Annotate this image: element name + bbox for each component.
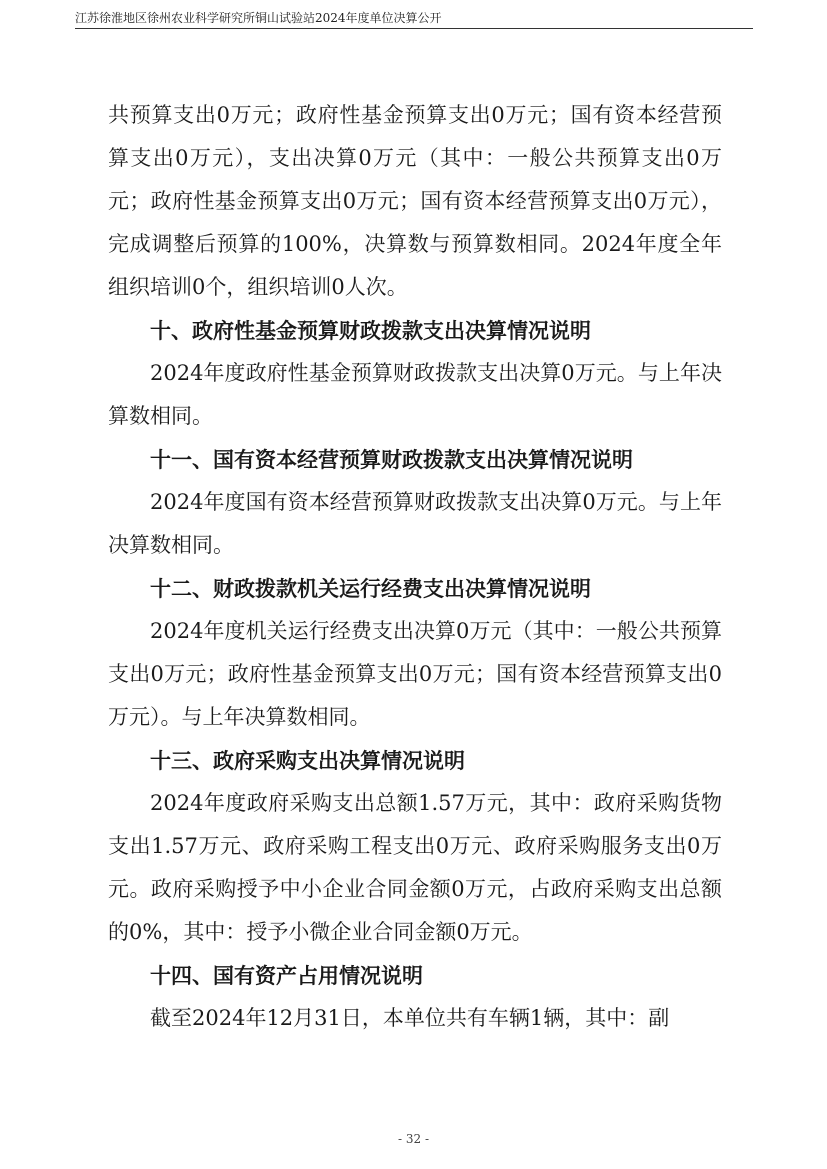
paragraph-section-14: 截至2024年12月31日，本单位共有车辆1辆，其中：副 <box>150 1006 670 1030</box>
running-header: 江苏徐淮地区徐州农业科学研究所铜山试验站2024年度单位决算公开 <box>75 11 442 25</box>
document-body <box>108 94 722 1040</box>
paragraph-section-12: 2024年度机关运行经费支出决算0万元（其中：一般公共预算支出0万元；政府性基金预算支出0万元；国有资本经营预算支出0万元）。与上年决算数相同。 <box>108 619 722 729</box>
page-number: - 32 - <box>397 1132 429 1146</box>
paragraph-section-13: 2024年度政府采购支出总额1.57万元，其中：政府采购货物支出1.57万元、政府采购工程支出0万元、政府采购服务支出0万元。政府采购授予中小企业合同金额0万元，占政府采购支出总额的0%，其中：授予小微企业合同金额0万元。 <box>108 791 722 944</box>
section-heading-12: 十二、财政拨款机关运行经费支出决算情况说明 <box>150 576 591 601</box>
section-heading-11: 十一、国有资本经营预算财政拨款支出决算情况说明 <box>150 447 633 472</box>
section-heading-10: 十、政府性基金预算财政拨款支出决算情况说明 <box>150 318 591 343</box>
header-rule <box>75 28 753 29</box>
section-heading-14: 十四、国有资产占用情况说明 <box>150 963 423 988</box>
paragraph-budget-continuation: 共预算支出0万元；政府性基金预算支出0万元；国有资本经营预算支出0万元），支出决算0万元（其中：一般公共预算支出0万元；政府性基金预算支出0万元；国有资本经营预算支出0万元），完成调整后预算的100%，决算数与预算数相同。2024年度全年组织培训0个，组织培训0人次。 <box>108 103 722 299</box>
paragraph-section-11: 2024年度国有资本经营预算财政拨款支出决算0万元。与上年决算数相同。 <box>108 490 722 557</box>
section-heading-13: 十三、政府采购支出决算情况说明 <box>150 748 465 773</box>
paragraph-section-10: 2024年度政府性基金预算财政拨款支出决算0万元。与上年决算数相同。 <box>108 361 722 428</box>
